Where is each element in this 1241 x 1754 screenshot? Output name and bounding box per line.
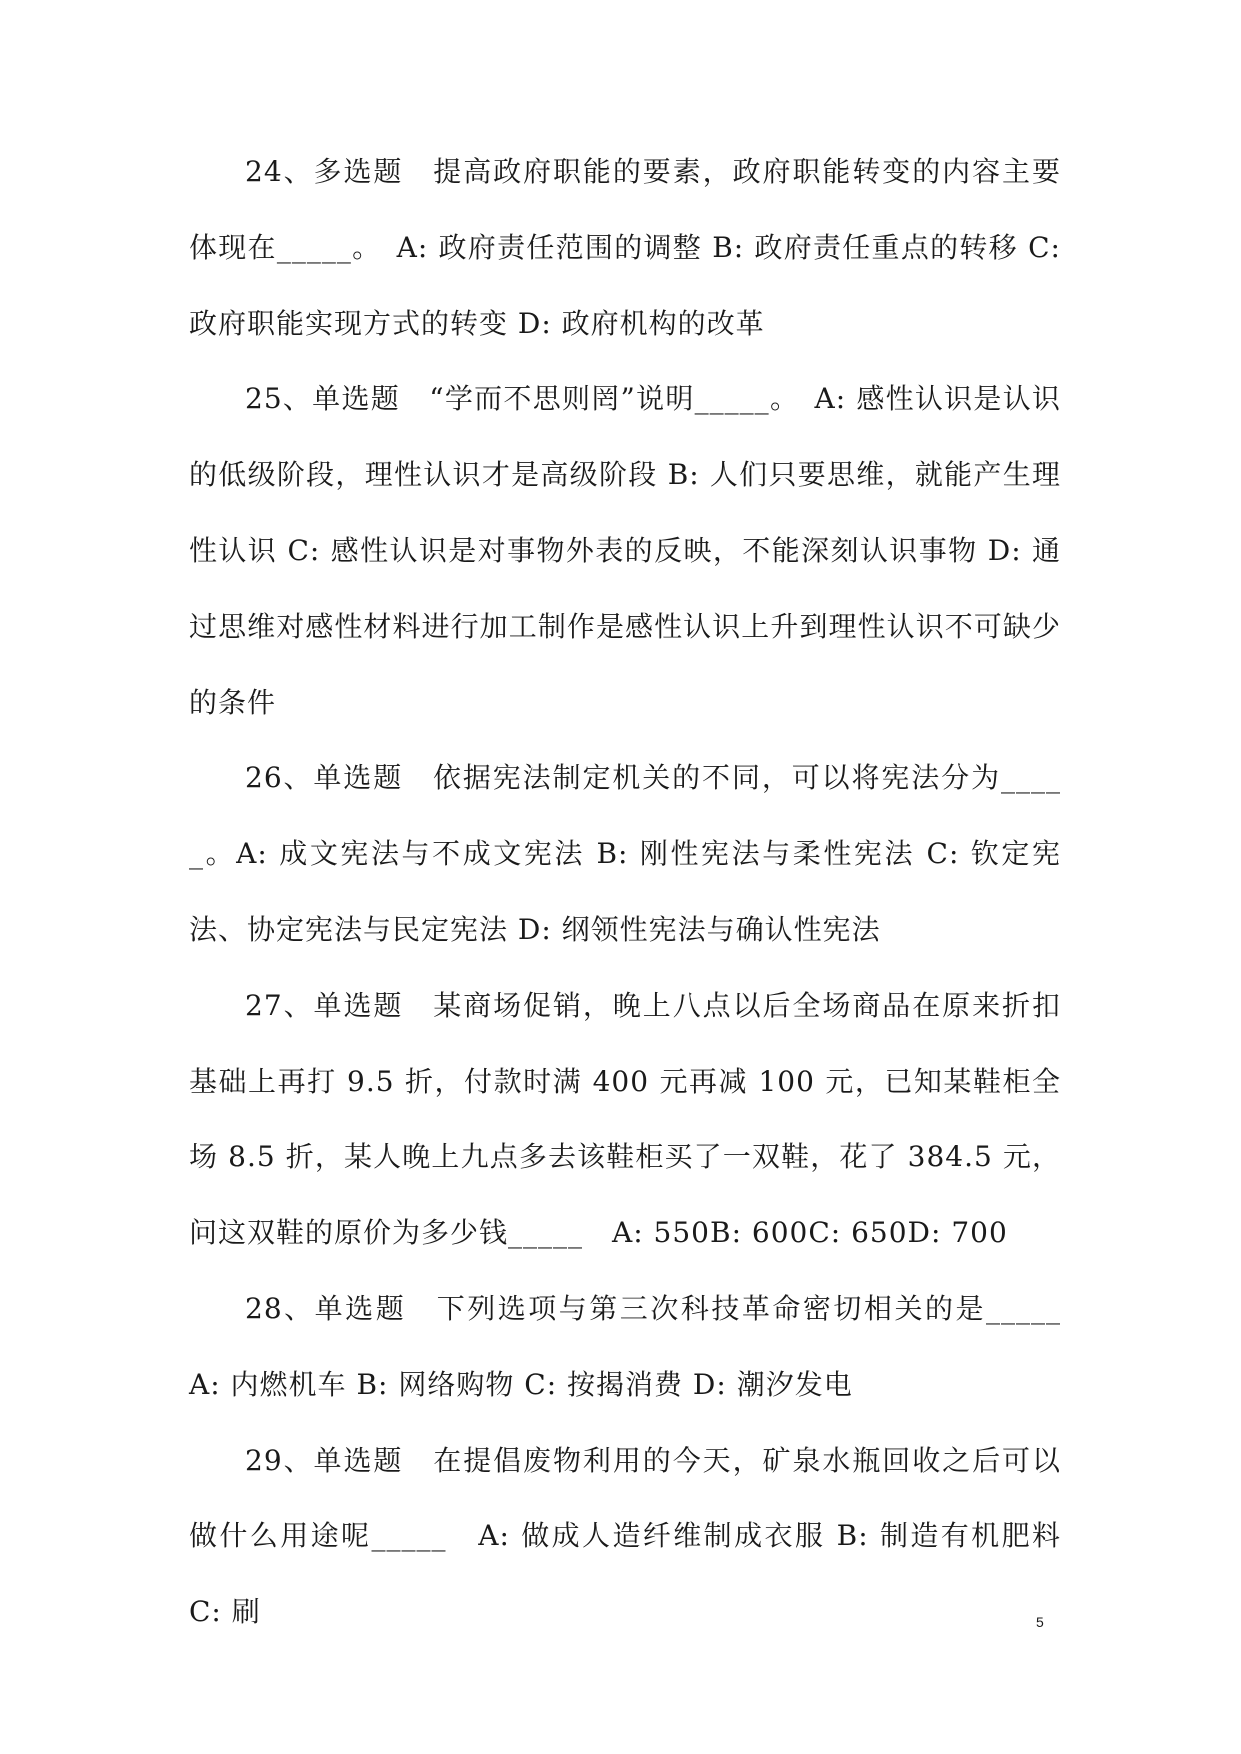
question-24	[189, 134, 1061, 361]
question-25-text: 25、单选题 “学而不思则罔”说明_____。 A: 感性认识是认识的低级阶段，理性认识才是高级阶段 B: 人们只要思维，就能产生理性认识 C: 感性认识是对事物外表的反映，不能深刻认识事物 D: 通过思维对感性材料进行加工制作是感性认识上升到理性认识不可缺少的条件	[189, 382, 1061, 719]
question-list	[189, 134, 1091, 1650]
question-27	[189, 968, 1061, 1271]
question-24-text: 24、多选题 提高政府职能的要素，政府职能转变的内容主要体现在_____。 A: 政府责任范围的调整 B: 政府责任重点的转移 C: 政府职能实现方式的转变 D: 政府机构的改革	[189, 155, 1061, 340]
question-28-text: 28、单选题 下列选项与第三次科技革命密切相关的是_____ A: 内燃机车 B: 网络购物 C: 按揭消费 D: 潮汐发电	[189, 1291, 1091, 1401]
question-28	[189, 1271, 1091, 1423]
question-26-text: 26、单选题 依据宪法制定机关的不同，可以将宪法分为_____。A: 成文宪法与不成文宪法 B: 刚性宪法与柔性宪法 C: 钦定宪法、协定宪法与民定宪法 D: 纲领性宪法与确认性宪法	[189, 761, 1061, 946]
question-29-text: 29、单选题 在提倡废物利用的今天，矿泉水瓶回收之后可以做什么用途呢_____ A: 做成人造纤维制成衣服 B: 制造有机肥料 C: 刷	[189, 1443, 1061, 1629]
question-29	[189, 1423, 1061, 1650]
question-27-text: 27、单选题 某商场促销，晚上八点以后全场商品在原来折扣基础上再打 9.5 折，付款时满 400 元再减 100 元，已知某鞋柜全场 8.5 折，某人晚上九点多去该鞋柜买了一双鞋，花了 384.5 元，问这双鞋的原价为多少钱_____ A: 550B: 600C: 650D: 700	[189, 988, 1061, 1250]
page-number: 5	[1036, 1614, 1044, 1630]
question-25	[189, 361, 1061, 740]
question-26	[189, 740, 1061, 967]
